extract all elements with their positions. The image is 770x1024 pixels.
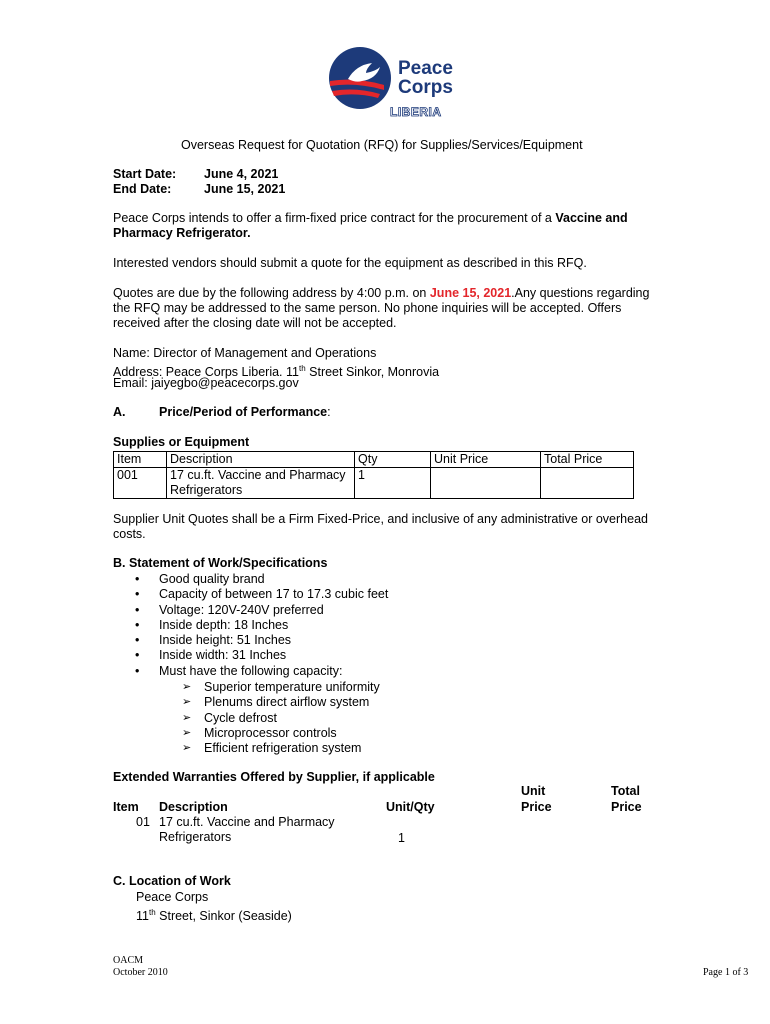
list-item: • Inside height: 51 Inches: [135, 633, 292, 648]
footer-org: OACM: [113, 955, 144, 966]
firm-price-note-1: Supplier Unit Quotes shall be a Firm Fixed-Price, and inclusive of any administrative or overhead: [113, 512, 648, 526]
intro-item-bold: Vaccine and: [555, 211, 628, 225]
list-item: ➢ Superior temperature uniformity: [182, 680, 380, 694]
cell-unit-price: [431, 468, 541, 499]
warranty-row-item: 01: [136, 815, 150, 829]
bullet-icon: •: [135, 602, 140, 617]
dove-flag-icon: [326, 45, 396, 111]
document-title: Overseas Request for Quotation (RFQ) for Supplies/Services/Equipment: [181, 138, 583, 152]
cell-item: 001: [114, 468, 167, 499]
list-item: • Inside width: 31 Inches: [135, 648, 287, 663]
warranty-unit-price-header-1: Unit: [521, 784, 546, 798]
intro-paragraph: [113, 211, 628, 226]
supplies-heading: Supplies or Equipment: [113, 435, 250, 449]
section-a-colon: :: [327, 405, 331, 419]
location-street: Street, Sinkor (Seaside): [155, 909, 292, 924]
location-number: 11: [136, 909, 149, 924]
peace-corps-logo: [326, 43, 453, 123]
warranty-description-header: Description: [159, 800, 228, 814]
intro-text: Peace Corps intends to offer a firm-fixed price contract for the procurement of a: [113, 211, 556, 225]
header-total-price: Total Price: [541, 452, 634, 468]
supplies-table: [113, 451, 634, 499]
list-item: ➢ Cycle defrost: [182, 710, 277, 725]
quotes-line-2: the RFQ may be addressed to the same person. No phone inquiries will be accepted. Offers: [113, 301, 622, 315]
warranty-total-price-header-1: Total: [611, 784, 640, 798]
table-header-row: [114, 452, 634, 468]
firm-price-note-2: costs.: [113, 527, 146, 541]
warranty-total-price-header-2: Price: [611, 800, 642, 814]
section-a-title: [159, 405, 331, 420]
section-a-letter: A.: [113, 405, 126, 419]
warranty-item-header: Item: [113, 800, 139, 814]
location-line-2: [136, 905, 292, 924]
bullet-icon: •: [135, 572, 140, 586]
list-item: ➢ Efficient refrigeration system: [182, 741, 362, 756]
quotes-text-suffix: .Any questions regarding: [511, 286, 650, 300]
location-sup: th: [148, 908, 156, 917]
desc-line-2: Refrigerators: [170, 483, 243, 497]
header-unit-price: Unit Price: [431, 452, 541, 468]
cell-qty: 1: [355, 468, 431, 499]
list-item: ➢ Microprocessor controls: [182, 725, 337, 740]
list-item: • Voltage: 120V-240V preferred: [135, 602, 324, 617]
section-a-title-text: Price/Period of Performance: [159, 405, 328, 419]
header-qty: Qty: [355, 452, 431, 468]
bullet-icon: •: [135, 587, 140, 602]
list-item: • Good quality brand: [135, 572, 265, 586]
due-date-highlight: June 15, 2021: [429, 286, 512, 300]
header-description: Description: [167, 452, 355, 468]
cell-description: [167, 468, 355, 499]
quotes-text: Quotes are due by the following address by 4:00 p.m. on: [113, 286, 430, 300]
section-c-title: C. Location of Work: [113, 874, 231, 888]
section-b-title: B. Statement of Work/Specifications: [113, 556, 328, 570]
desc-line-1: 17 cu.ft. Vaccine and Pharmacy: [170, 468, 346, 482]
warranty-row-qty: 1: [398, 831, 405, 845]
bullet-icon: •: [135, 663, 140, 678]
warranties-title: Extended Warranties Offered by Supplier, if applicable: [113, 770, 435, 784]
quotes-line-3: received after the closing date will not be accepted.: [113, 316, 397, 330]
start-date-label: Start Date:: [113, 167, 177, 181]
start-date-value: June 4, 2021: [204, 167, 279, 181]
contact-name: Name: Director of Management and Operations: [113, 346, 377, 360]
list-item: • Inside depth: 18 Inches: [135, 617, 289, 632]
footer-date: October 2010: [113, 967, 168, 978]
logo-corps: Corps: [398, 77, 453, 98]
intro-item-bold-2: Pharmacy Refrigerator.: [113, 226, 251, 240]
spec-list: [135, 572, 389, 679]
warranty-row-desc-1: 17 cu.ft. Vaccine and Pharmacy: [159, 815, 335, 829]
end-date-value: June 15, 2021: [204, 182, 286, 196]
list-item: ➢ Plenums direct airflow system: [182, 695, 370, 710]
capacity-sublist: [182, 680, 380, 756]
list-item: • Must have the following capacity:: [135, 663, 343, 678]
warranty-row-desc-2: Refrigerators: [159, 830, 232, 844]
page-number: Page 1 of 3: [703, 967, 749, 978]
logo-country: LIBERIA: [390, 105, 442, 119]
contact-email: Email: jaiyegbo@peacecorps.gov: [113, 376, 299, 390]
list-item: • Capacity of between 17 to 17.3 cubic feet: [135, 587, 389, 602]
location-line-1: Peace Corps: [136, 890, 209, 904]
end-date-label: End Date:: [113, 182, 172, 196]
arrow-bullet-icon: ➢: [182, 711, 192, 724]
arrow-bullet-icon: ➢: [182, 726, 192, 739]
arrow-bullet-icon: ➢: [182, 681, 192, 693]
interested-paragraph: Interested vendors should submit a quote for the equipment as described in this RFQ.: [113, 256, 587, 270]
address-text: Address: Peace Corps Liberia. 11: [113, 365, 299, 380]
address-sup: th: [298, 364, 306, 373]
bullet-icon: •: [135, 648, 140, 663]
arrow-bullet-icon: ➢: [182, 696, 192, 709]
bullet-icon: •: [135, 633, 140, 648]
warranty-unit-price-header-2: Price: [521, 800, 552, 814]
quotes-line-1: [113, 286, 649, 301]
address-suffix: Street Sinkor, Monrovia: [305, 365, 440, 380]
logo-peace: Peace: [398, 58, 453, 79]
bullet-icon: •: [135, 617, 140, 632]
cell-total-price: [541, 468, 634, 499]
table-row: [114, 468, 634, 499]
arrow-bullet-icon: ➢: [182, 742, 192, 755]
header-item: Item: [114, 452, 167, 468]
warranty-unit-qty-header: Unit/Qty: [386, 800, 435, 814]
